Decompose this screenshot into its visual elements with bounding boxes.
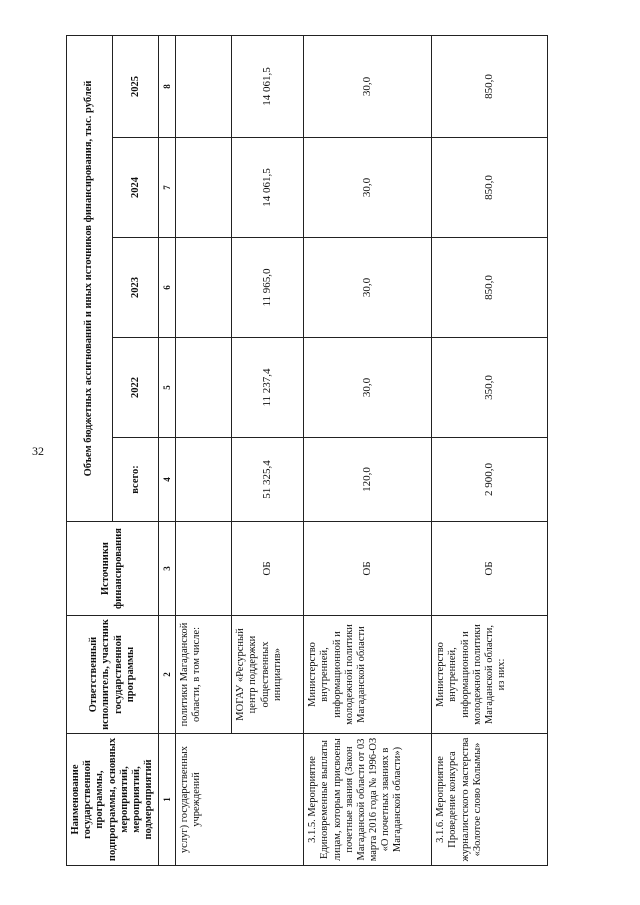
column-number: 1 — [159, 734, 176, 866]
row-source: ОБ — [304, 522, 432, 616]
column-number: 3 — [159, 522, 176, 616]
row-value — [176, 138, 232, 238]
row-value — [176, 238, 232, 338]
row-value: 120,0 — [304, 438, 432, 522]
header-source-col: Источники финансирования — [67, 522, 159, 616]
row-value: 30,0 — [304, 138, 432, 238]
row-value: 850,0 — [432, 138, 548, 238]
header-row — [67, 35, 113, 865]
rotated-page — [66, 36, 616, 866]
row-value: 30,0 — [304, 338, 432, 438]
header-volume-col: Объем бюджетных ассигнований и иных источников финансирования, тыс. рублей — [67, 35, 113, 521]
row-source: ОБ — [232, 522, 304, 616]
row-source: ОБ — [432, 522, 548, 616]
row-value: 51 325,4 — [232, 438, 304, 522]
row-source — [176, 522, 232, 616]
column-number: 4 — [159, 438, 176, 522]
column-number: 6 — [159, 238, 176, 338]
row-value: 11 237,4 — [232, 338, 304, 438]
column-number: 8 — [159, 35, 176, 137]
column-number-row — [159, 35, 176, 865]
row-value: 2 900,0 — [432, 438, 548, 522]
row-value: 14 061,5 — [232, 35, 304, 137]
table-row — [176, 35, 232, 865]
header-year: 2022 — [113, 338, 159, 438]
table-row — [432, 35, 548, 865]
header-year: 2024 — [113, 138, 159, 238]
row-value — [176, 438, 232, 522]
row-value: 11 965,0 — [232, 238, 304, 338]
table-row — [304, 35, 432, 865]
row-value: 850,0 — [432, 238, 548, 338]
row-value — [176, 35, 232, 137]
row-value: 30,0 — [304, 35, 432, 137]
row-executor: политики Магаданской области, в том числе: — [176, 616, 232, 734]
row-name: 3.1.6. Мероприятие Проведение конкурса журналистского мастерства «Золотое слово Колымы» — [432, 734, 548, 866]
row-name: услуг) государственных учреждений — [176, 734, 304, 866]
financing-table — [66, 35, 548, 866]
header-year: 2023 — [113, 238, 159, 338]
row-value: 30,0 — [304, 238, 432, 338]
header-total: всего: — [113, 438, 159, 522]
row-executor: МОГАУ «Ресурсный центр поддержки общественных инициатив» — [232, 616, 304, 734]
column-number: 5 — [159, 338, 176, 438]
header-name-col: Наименование государственной программы, подпрограммы, основных мероприятий, мероприятий, подмероприятий — [67, 734, 159, 866]
row-value: 850,0 — [432, 35, 548, 137]
row-value: 14 061,5 — [232, 138, 304, 238]
row-executor: Министерство внутренней, информационной и молодежной политики Магаданской области — [304, 616, 432, 734]
row-value — [176, 338, 232, 438]
row-executor: Министерство внутренней, информационной и молодежной политики Магаданской области, из них: — [432, 616, 548, 734]
row-value: 350,0 — [432, 338, 548, 438]
page-number: 32 — [32, 444, 44, 458]
header-executor-col: Ответственный исполнитель, участник государственной программы — [67, 616, 159, 734]
row-name: 3.1.5. Мероприятие Единовременные выплаты лицам, которым присвоены почетные звания (Закон Магаданской области от 03 марта 2016 года № 1996-ОЗ «О почетных званиях в Магаданской области») — [304, 734, 432, 866]
header-year: 2025 — [113, 35, 159, 137]
column-number: 7 — [159, 138, 176, 238]
column-number: 2 — [159, 616, 176, 734]
